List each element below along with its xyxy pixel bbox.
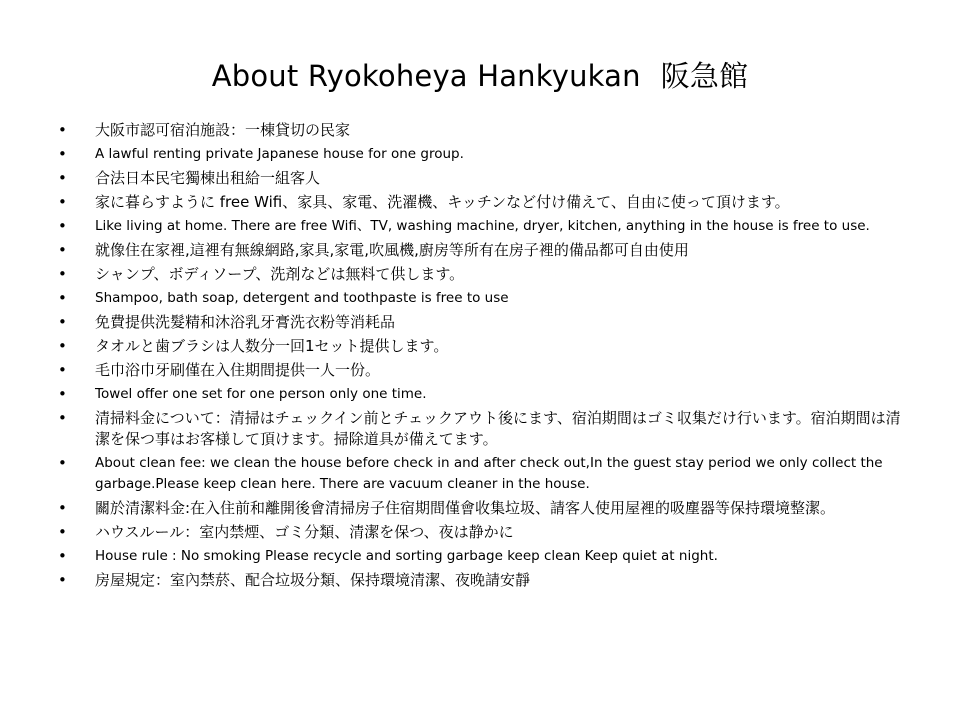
bullet-text: 家に暮らすように free Wifi、家具、家電、洗濯機、キッチンなど付け備えて、自由に使って頂けます。 (95, 193, 790, 211)
slide-title (0, 54, 960, 95)
bullet-text: A lawful renting private Japanese house for one group. (95, 146, 464, 162)
bullet-text: 房屋規定：室內禁菸、配合垃圾分類、保持環境清潔、夜晚請安靜 (95, 571, 531, 589)
bullet-text: About clean fee: we clean the house before check in and after check out,In the guest stay period we only collect the garbage.Please keep clean here. There are vacuum cleaner in the house. (95, 455, 883, 492)
bullet-text: ハウスルール：室内禁煙、ゴミ分類、清潔を保つ、夜は静かに (95, 523, 514, 541)
bullet-dot: • (58, 499, 67, 517)
bullet-list (54, 120, 904, 594)
bullet-dot: • (58, 337, 67, 355)
bullet-item-amenities-ja (54, 192, 904, 213)
bullet-item-permit-en (54, 144, 904, 165)
bullet-item-towel-en (54, 384, 904, 405)
bullet-dot: • (58, 361, 67, 379)
bullet-dot: • (58, 145, 67, 163)
bullet-text: 關於清潔料金:在入住前和離開後會清掃房子住宿期間僅會收集垃圾、請客人使用屋裡的吸塵器等保持環境整潔。 (95, 499, 836, 517)
bullet-item-cleaning-en (54, 453, 904, 495)
bullet-text: Towel offer one set for one person only one time. (95, 386, 427, 402)
bullet-dot: • (58, 241, 67, 259)
bullet-dot: • (58, 571, 67, 589)
slide-title-cjk: 阪急館 (660, 59, 749, 93)
bullet-item-cleaning-zh (54, 498, 904, 519)
bullet-text: タオルと歯ブラシは人数分一回1セット提供します。 (95, 337, 449, 355)
bullet-text: Shampoo, bath soap, detergent and toothpaste is free to use (95, 290, 509, 306)
bullet-item-rules-en (54, 546, 904, 567)
bullet-dot: • (58, 454, 67, 472)
bullet-item-rules-ja (54, 522, 904, 543)
bullet-text: Like living at home. There are free Wifi、TV, washing machine, dryer, kitchen, anything in the house is free to use. (95, 218, 870, 234)
bullet-item-toiletries-en (54, 288, 904, 309)
bullet-text: House rule : No smoking Please recycle and sorting garbage keep clean Keep quiet at night. (95, 548, 718, 564)
bullet-dot: • (58, 265, 67, 283)
bullet-item-towel-ja (54, 336, 904, 357)
bullet-text: 毛巾浴巾牙刷僅在入住期間提供一人一份。 (95, 361, 381, 379)
bullet-item-towel-zh (54, 360, 904, 381)
bullet-dot: • (58, 217, 67, 235)
bullet-item-amenities-zh (54, 240, 904, 261)
slide-title-latin: About Ryokoheya Hankyukan (211, 59, 641, 93)
bullet-text: 就像住在家裡,這裡有無線網路,家具,家電,吹風機,廚房等所有在房子裡的備品都可自由使用 (95, 241, 689, 259)
bullet-item-amenities-en (54, 216, 904, 237)
bullet-dot: • (58, 523, 67, 541)
bullet-dot: • (58, 409, 67, 427)
bullet-dot: • (58, 385, 67, 403)
bullet-text: 免費提供洗髮精和沐浴乳牙膏洗衣粉等消耗品 (95, 313, 396, 331)
bullet-dot: • (58, 547, 67, 565)
bullet-dot: • (58, 193, 67, 211)
bullet-dot: • (58, 313, 67, 331)
bullet-item-rules-zh (54, 570, 904, 591)
bullet-dot: • (58, 169, 67, 187)
bullet-text: 大阪市認可宿泊施設：一棟貸切の民家 (95, 121, 351, 139)
bullet-item-toiletries-zh (54, 312, 904, 333)
bullet-dot: • (58, 121, 67, 139)
bullet-text: 清掃料金について：清掃はチェックイン前とチェックアウト後にます、宿泊期間はゴミ収集だけ行います。宿泊期間は清潔を保つ事はお客様して頂けます。掃除道具が備えてます。 (95, 409, 901, 448)
bullet-item-permit-zh (54, 168, 904, 189)
bullet-item-toiletries-ja (54, 264, 904, 285)
bullet-text: 合法日本民宅獨棟出租給一組客人 (95, 169, 321, 187)
bullet-text: シャンプ、ボディソープ、洗剤などは無料て供します。 (95, 265, 465, 283)
bullet-item-cleaning-ja (54, 408, 904, 450)
bullet-dot: • (58, 289, 67, 307)
bullet-item-permit-ja (54, 120, 904, 141)
